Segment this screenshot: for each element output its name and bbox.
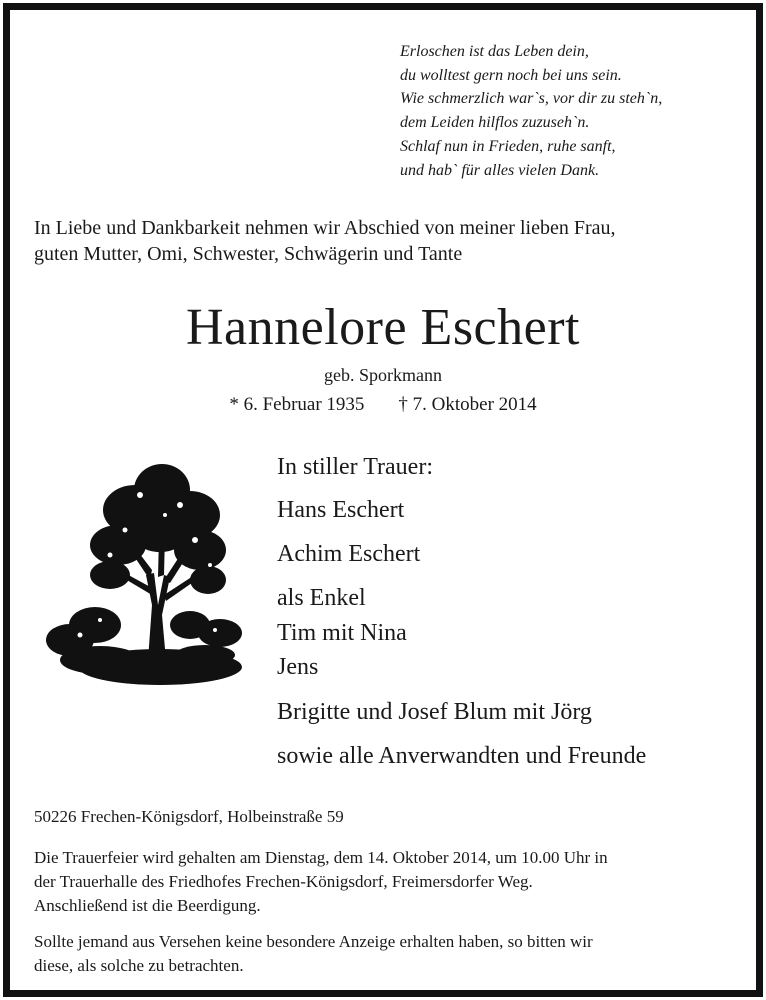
mourner: Hans Eschert	[277, 497, 405, 523]
death-date: † 7. Oktober 2014	[398, 394, 537, 415]
mourner: sowie alle Anverwandten und Freunde	[277, 743, 647, 769]
poem-line: Wie schmerzlich war`s, vor dir zu steh`n,	[400, 90, 663, 108]
mourner: Jens	[277, 654, 319, 680]
birth-date: * 6. Februar 1935	[229, 394, 365, 415]
notice-line: Sollte jemand aus Versehen keine besondere Anzeige erhalten haben, so bitten wir	[34, 932, 593, 951]
mourner: Achim Eschert	[277, 541, 421, 567]
poem-line: Erloschen ist das Leben dein,	[400, 43, 589, 60]
mourners-heading: In stiller Trauer:	[277, 454, 433, 480]
address: 50226 Frechen-Königsdorf, Holbeinstraße 59	[34, 807, 344, 826]
poem-line: du wolltest gern noch bei uns sein.	[400, 66, 622, 84]
ceremony-line: Anschließend ist die Beerdigung.	[34, 896, 261, 915]
ceremony-info	[34, 846, 744, 918]
notice-line: diese, als solche zu betrachten.	[34, 956, 244, 975]
ceremony-line: der Trauerhalle des Friedhofes Frechen-Königsdorf, Freimersdorfer Weg.	[34, 872, 533, 891]
life-dates	[0, 393, 766, 417]
poem-line: Schlaf nun in Frieden, ruhe sanft,	[400, 137, 616, 155]
intro-line: guten Mutter, Omi, Schwester, Schwägerin und Tante	[34, 243, 463, 265]
intro-text	[34, 215, 734, 267]
ceremony-line: Die Trauerfeier wird gehalten am Dienstag, dem 14. Oktober 2014, um 10.00 Uhr in	[34, 848, 608, 867]
poem	[400, 40, 740, 182]
grandchildren-label: als Enkel	[277, 585, 366, 611]
poem-line: dem Leiden hilflos zuzuseh`n.	[400, 114, 590, 132]
mourner: Brigitte und Josef Blum mit Jörg	[277, 699, 592, 725]
mourner: Tim mit Nina	[277, 620, 407, 646]
maiden-name: geb. Sporkmann	[324, 365, 442, 385]
deceased-name: Hannelore Eschert	[186, 299, 580, 356]
tree-icon	[40, 455, 250, 700]
intro-line: In Liebe und Dankbarkeit nehmen wir Abschied von meiner lieben Frau,	[34, 217, 616, 239]
notice	[34, 930, 744, 978]
poem-line: und hab` für alles vielen Dank.	[400, 161, 600, 179]
